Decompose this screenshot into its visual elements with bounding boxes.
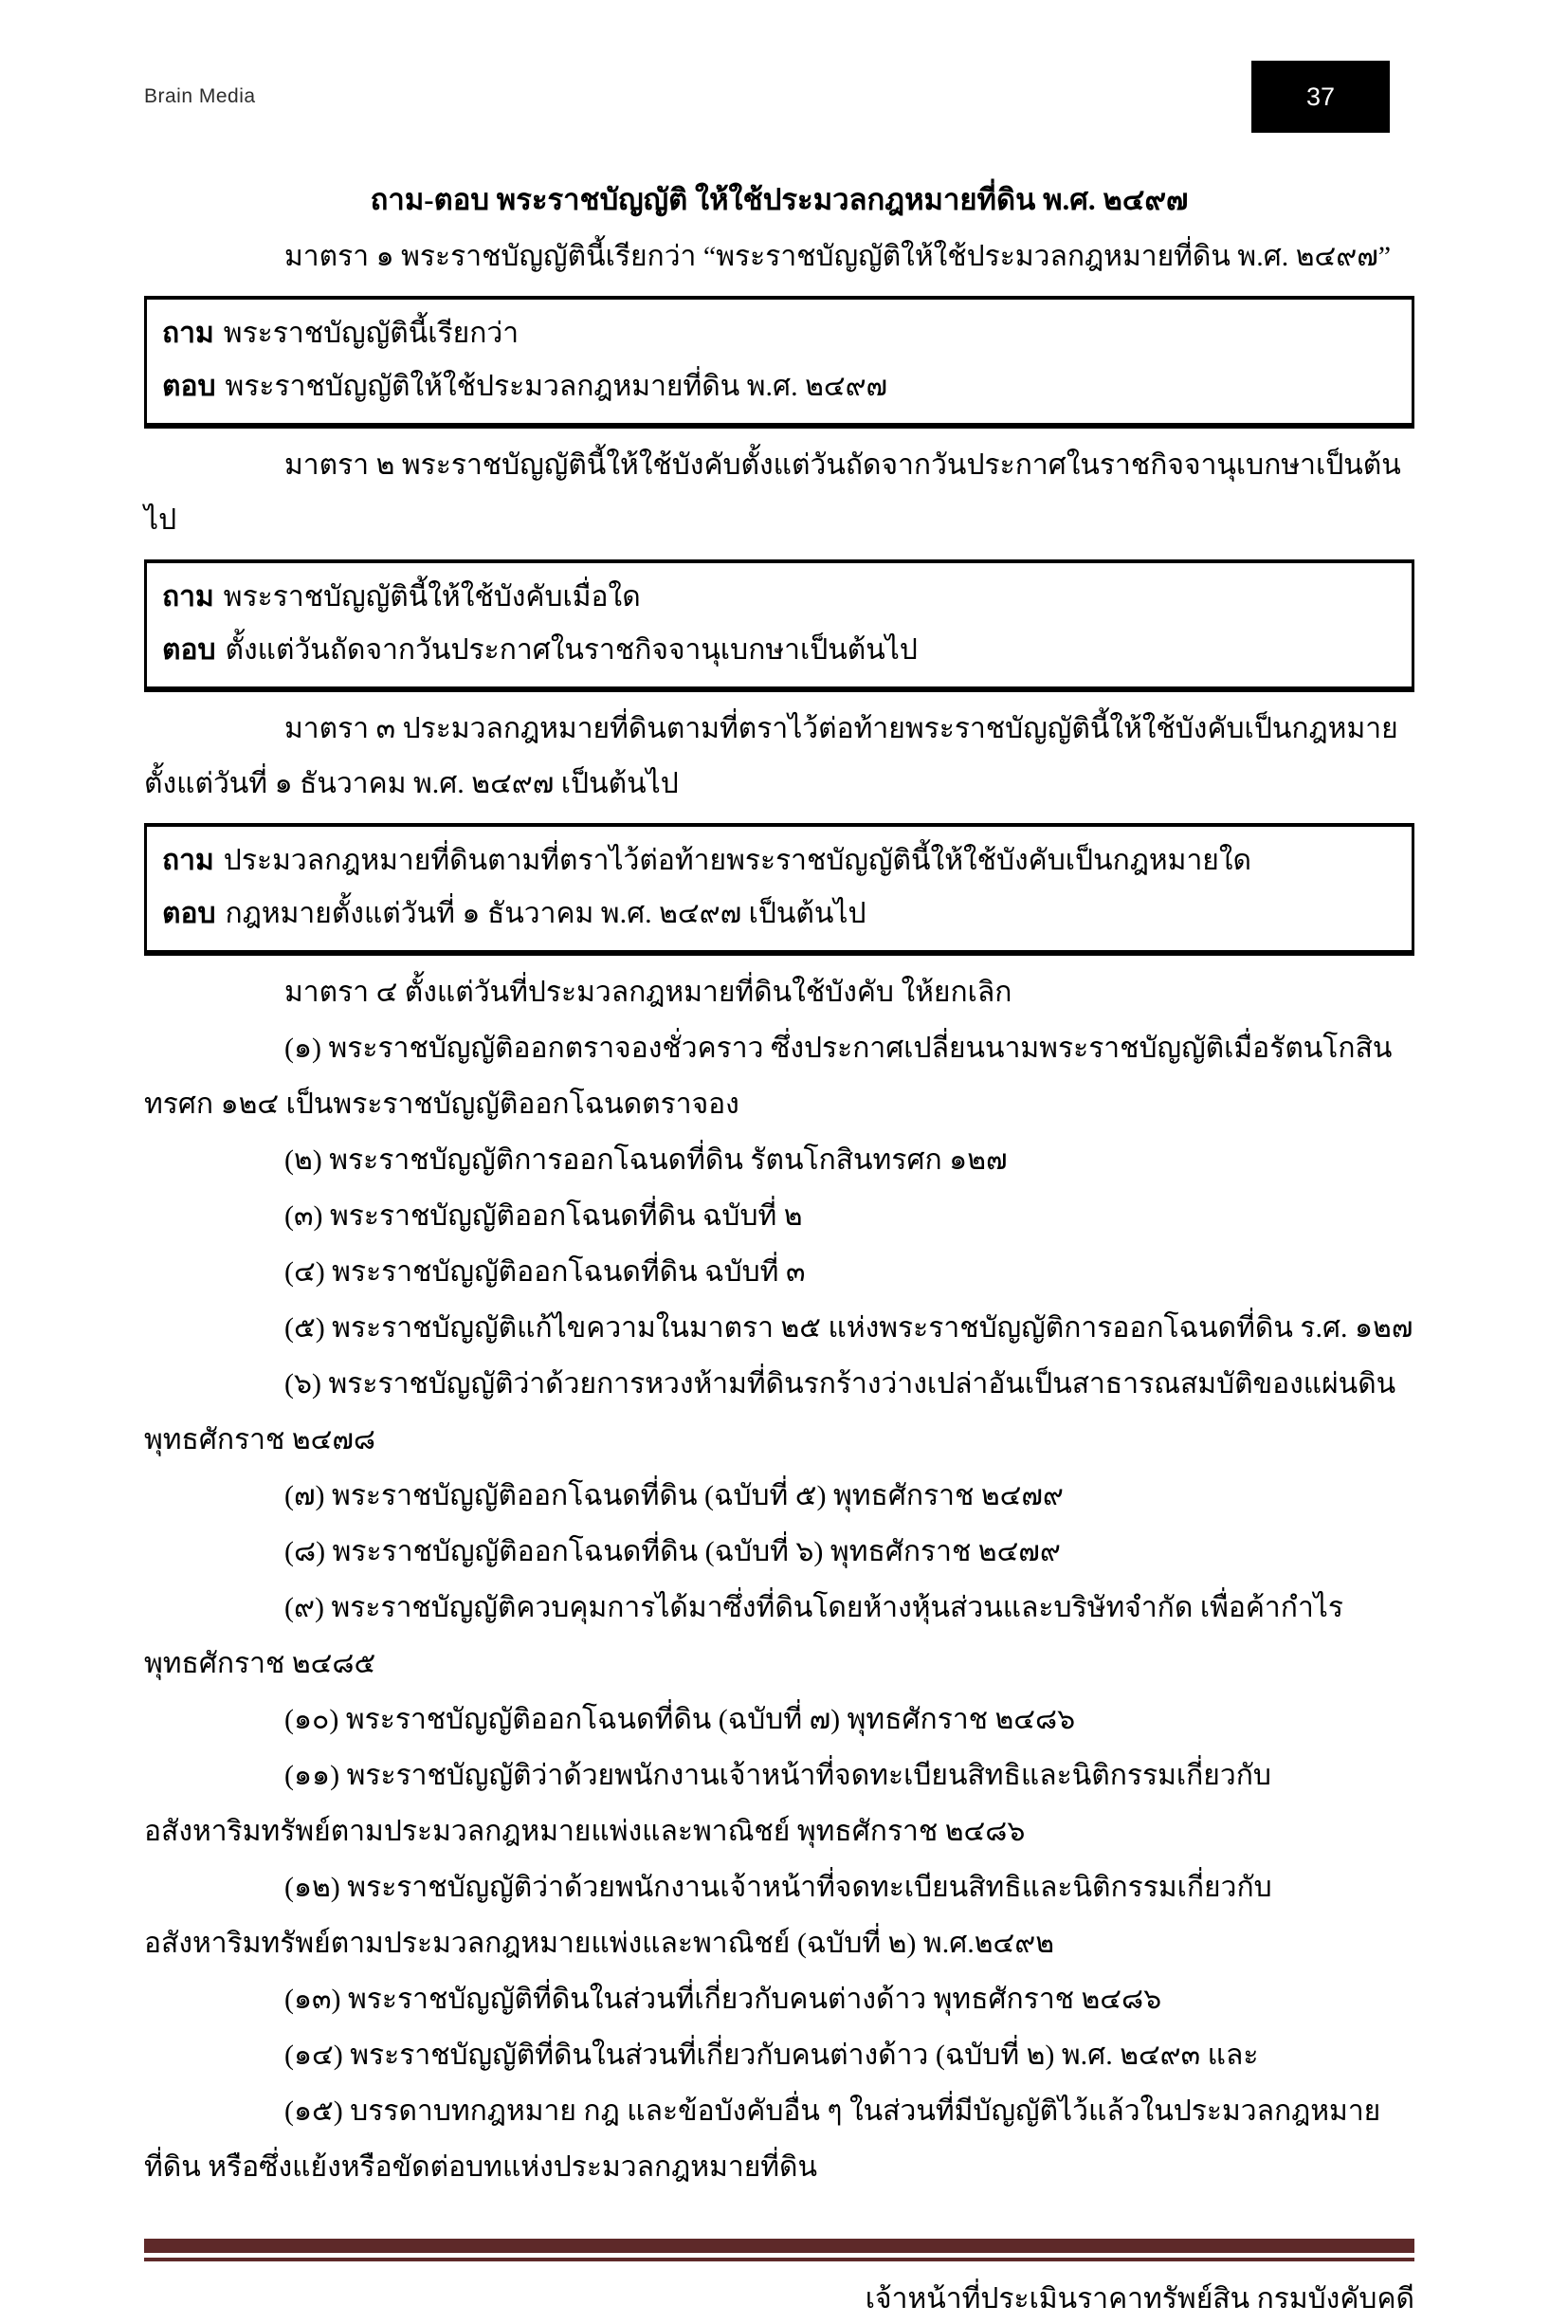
- brand-text: Brain Media: [144, 85, 256, 107]
- repeal-item-14: (๑๔) พระราชบัญญัติที่ดินในส่วนที่เกี่ยวกับคนต่างด้าว (ฉบับที่ ๒) พ.ศ. ๒๔๙๓ และ: [284, 2040, 1259, 2071]
- footer-credit: เจ้าหน้าที่ประเมินราคาทรัพย์สิน กรมบังคับคดี: [865, 2283, 1414, 2315]
- question-text: พระราชบัญญัตินี้ให้ใช้บังคับเมื่อใด: [223, 581, 641, 613]
- page-number: 37: [1305, 82, 1336, 111]
- page-header: [144, 61, 1414, 133]
- answer-label: ตอบ: [162, 898, 216, 929]
- question-label: ถาม: [162, 318, 214, 349]
- question-line: [162, 307, 1396, 360]
- question-label: ถาม: [162, 581, 214, 613]
- repeal-item-3: (๓) พระราชบัญญัติออกโฉนดที่ดิน ฉบับที่ ๒: [284, 1200, 803, 1232]
- answer-label: ตอบ: [162, 371, 216, 402]
- qa-box-2: [144, 559, 1414, 692]
- question-label: ถาม: [162, 845, 214, 876]
- question-line: [162, 834, 1396, 888]
- answer-text: พระราชบัญญัติให้ใช้ประมวลกฎหมายที่ดิน พ.ศ. ๒๔๙๗: [225, 371, 888, 402]
- qa-box-3: [144, 823, 1414, 956]
- repeal-item-11: (๑๑) พระราชบัญญัติว่าด้วยพนักงานเจ้าหน้าที่จดทะเบียนสิทธิและนิติกรรมเกี่ยวกับอสังหาริมทรัพย์ตามประมวลกฎหมายแพ่งและพาณิชย์ พุทธศักราช ๒๔๘๖: [144, 1760, 1271, 1847]
- answer-text: ตั้งแต่วันถัดจากวันประกาศในราชกิจจานุเบกษาเป็นต้นไป: [225, 634, 918, 666]
- paragraph-matra-2: มาตรา ๒ พระราชบัญญัตินี้ให้ใช้บังคับตั้งแต่วันถัดจากวันประกาศในราชกิจจานุเบกษาเป็นต้นไป: [144, 449, 1401, 536]
- repeal-item-1: (๑) พระราชบัญญัติออกตราจองชั่วคราว ซึ่งประกาศเปลี่ยนนามพระราชบัญญัติเมื่อรัตนโกสินทรศก ๑๒๔ เป็นพระราชบัญญัติออกโฉนดตราจอง: [144, 1033, 1393, 1120]
- answer-line: [162, 888, 1396, 941]
- document-page: [0, 61, 1568, 2315]
- answer-line: [162, 360, 1396, 413]
- paragraph-matra-3: มาตรา ๓ ประมวลกฎหมายที่ดินตามที่ตราไว้ต่อท้ายพระราชบัญญัตินี้ให้ใช้บังคับเป็นกฎหมายตั้งแต่วันที่ ๑ ธันวาคม พ.ศ. ๒๔๙๗ เป็นต้นไป: [144, 713, 1398, 799]
- qa-box-1: [144, 296, 1414, 429]
- answer-label: ตอบ: [162, 634, 216, 666]
- page-number-badge: [1251, 61, 1390, 133]
- repeal-item-15: (๑๕) บรรดาบทกฎหมาย กฎ และข้อบังคับอื่น ๆ ในส่วนที่มีบัญญัติไว้แล้วในประมวลกฎหมายที่ดิน หรือซึ่งแย้งหรือขัดต่อบทแห่งประมวลกฎหมายที่ดิน: [144, 2095, 1381, 2183]
- footer-rule: [144, 2239, 1414, 2261]
- answer-line: [162, 624, 1396, 677]
- repeal-item-8: (๘) พระราชบัญญัติออกโฉนดที่ดิน (ฉบับที่ ๖) พุทธศักราช ๒๔๗๙: [284, 1536, 1061, 1567]
- question-line: [162, 571, 1396, 624]
- repeal-item-5: (๕) พระราชบัญญัติแก้ไขความในมาตรา ๒๕ แห่งพระราชบัญญัติการออกโฉนดที่ดิน ร.ศ. ๑๒๗: [284, 1312, 1413, 1344]
- repeal-item-10: (๑๐) พระราชบัญญัติออกโฉนดที่ดิน (ฉบับที่ ๗) พุทธศักราช ๒๔๘๖: [284, 1704, 1076, 1735]
- repeal-item-9: (๙) พระราชบัญญัติควบคุมการได้มาซึ่งที่ดินโดยห้างหุ้นส่วนและบริษัทจำกัด เพื่อค้ากำไร พุทธศักราช ๒๔๘๕: [144, 1592, 1343, 1679]
- repeal-item-6: (๖) พระราชบัญญัติว่าด้วยการหวงห้ามที่ดินรกร้างว่างเปล่าอันเป็นสาธารณสมบัติของแผ่นดิน พุทธศักราช ๒๔๗๘: [144, 1368, 1396, 1455]
- paragraph-matra-4: มาตรา ๔ ตั้งแต่วันที่ประมวลกฎหมายที่ดินใช้บังคับ ให้ยกเลิก: [284, 977, 1012, 1008]
- answer-text: กฎหมายตั้งแต่วันที่ ๑ ธันวาคม พ.ศ. ๒๔๙๗ เป็นต้นไป: [225, 898, 866, 929]
- footer-rule-thick: [144, 2239, 1414, 2253]
- document-title: ถาม-ตอบ พระราชบัญญัติ ให้ใช้ประมวลกฎหมายที่ดิน พ.ศ. ๒๔๙๗: [370, 183, 1189, 216]
- question-text: ประมวลกฎหมายที่ดินตามที่ตราไว้ต่อท้ายพระราชบัญญัตินี้ให้ใช้บังคับเป็นกฎหมายใด: [223, 845, 1252, 876]
- repeal-item-12: (๑๒) พระราชบัญญัติว่าด้วยพนักงานเจ้าหน้าที่จดทะเบียนสิทธิและนิติกรรมเกี่ยวกับอสังหาริมทรัพย์ตามประมวลกฎหมายแพ่งและพาณิชย์ (ฉบับที่ ๒) พ.ศ.๒๔๙๒: [144, 1872, 1272, 1959]
- repeal-item-13: (๑๓) พระราชบัญญัติที่ดินในส่วนที่เกี่ยวกับคนต่างด้าว พุทธศักราช ๒๔๘๖: [284, 1984, 1162, 2015]
- repeal-item-7: (๗) พระราชบัญญัติออกโฉนดที่ดิน (ฉบับที่ ๕) พุทธศักราช ๒๔๗๙: [284, 1480, 1064, 1511]
- paragraph-matra-1: มาตรา ๑ พระราชบัญญัตินี้เรียกว่า “พระราชบัญญัติให้ใช้ประมวลกฎหมายที่ดิน พ.ศ. ๒๔๙๗”: [284, 241, 1392, 272]
- repeal-item-2: (๒) พระราชบัญญัติการออกโฉนดที่ดิน รัตนโกสินทรศก ๑๒๗: [284, 1144, 1008, 1176]
- repeal-list: [144, 1020, 1414, 2195]
- footer-rule-thin: [144, 2258, 1414, 2261]
- question-text: พระราชบัญญัตินี้เรียกว่า: [223, 318, 520, 349]
- repeal-item-4: (๔) พระราชบัญญัติออกโฉนดที่ดิน ฉบับที่ ๓: [284, 1256, 806, 1288]
